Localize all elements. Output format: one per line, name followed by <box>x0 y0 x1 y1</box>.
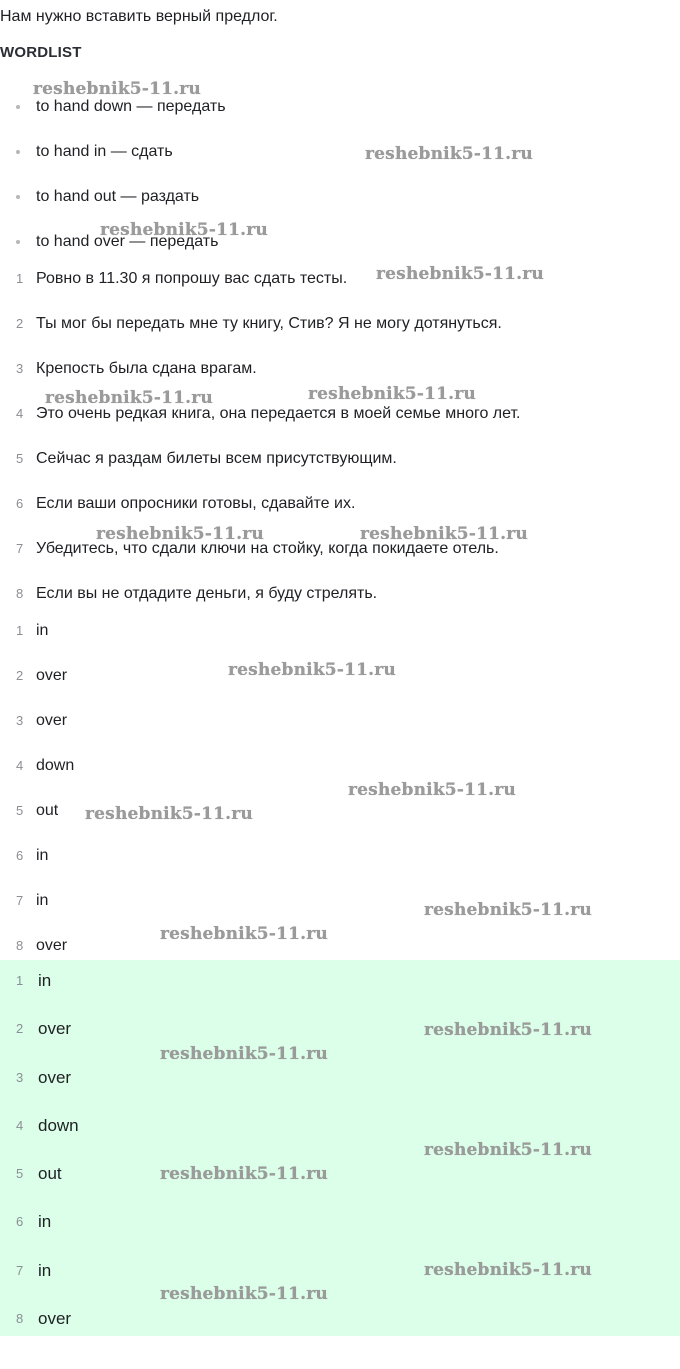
bullet-icon <box>16 150 20 154</box>
wordlist-title: WORDLIST <box>0 44 82 61</box>
watermark: reshebnik5-11.ru <box>100 220 268 240</box>
highlighted-answer-item: 6 in <box>16 1212 52 1232</box>
sentence-list <box>0 268 680 628</box>
highlighted-answers-box <box>0 960 680 1336</box>
watermark: reshebnik5-11.ru <box>365 144 533 164</box>
watermark: reshebnik5-11.ru <box>96 524 264 544</box>
bullet-icon <box>16 105 20 109</box>
highlighted-answer-item: 7 in <box>16 1260 52 1280</box>
highlighted-answer-item: 8 over <box>16 1309 72 1329</box>
watermark: reshebnik5-11.ru <box>360 524 528 544</box>
watermark: reshebnik5-11.ru <box>160 924 328 944</box>
wordlist <box>0 97 680 277</box>
bullet-icon <box>16 195 20 199</box>
bullet-icon <box>16 240 20 244</box>
answer-item: 5 out <box>16 802 59 819</box>
answer-item: 3 over <box>16 712 68 729</box>
answer-item: 8 over <box>16 937 68 954</box>
watermark: reshebnik5-11.ru <box>376 264 544 284</box>
wordlist-item: to hand out — раздать <box>0 187 680 232</box>
wordlist-item: to hand in — сдать <box>0 142 680 187</box>
watermark: reshebnik5-11.ru <box>228 660 396 680</box>
sentence-item: 7 Убедитесь, что сдали ключи на стойку, когда покидаете отель. <box>16 540 499 557</box>
watermark: reshebnik5-11.ru <box>160 1284 328 1304</box>
sentence-item: 3 Крепость была сдана врагам. <box>16 360 257 377</box>
watermark: reshebnik5-11.ru <box>424 1020 592 1040</box>
answer-item: 2 over <box>16 667 68 684</box>
answer-item: 4 down <box>16 757 75 774</box>
answer-item: 1 in <box>16 622 49 639</box>
watermark: reshebnik5-11.ru <box>33 79 201 99</box>
watermark: reshebnik5-11.ru <box>85 804 253 824</box>
highlighted-answer-list <box>0 970 680 1356</box>
sentence-item: 2 Ты мог бы передать мне ту книгу, Стив? Я не могу дотянуться. <box>16 315 502 332</box>
sentence-item: 6 Если ваши опросники готовы, сдавайте их. <box>16 495 356 512</box>
watermark: reshebnik5-11.ru <box>160 1044 328 1064</box>
watermark: reshebnik5-11.ru <box>160 1164 328 1184</box>
highlighted-answer-item: 1 in <box>16 971 52 990</box>
answer-item: 6 in <box>16 847 49 864</box>
highlighted-answer-item: 5 out <box>16 1164 62 1184</box>
wordlist-item: to hand down — передать <box>0 97 680 142</box>
watermark: reshebnik5-11.ru <box>424 900 592 920</box>
highlighted-answer-item: 4 down <box>16 1115 79 1135</box>
watermark: reshebnik5-11.ru <box>45 388 213 408</box>
watermark: reshebnik5-11.ru <box>424 1140 592 1160</box>
intro-text: Нам нужно вставить верный предлог. <box>0 8 278 25</box>
wordlist-item: to hand over — передать <box>0 232 680 277</box>
sentence-item: 8 Если вы не отдадите деньги, я буду стрелять. <box>16 585 378 602</box>
highlighted-answer-item: 3 over <box>16 1067 72 1087</box>
watermark: reshebnik5-11.ru <box>308 384 476 404</box>
sentence-item: 5 Сейчас я раздам билеты всем присутствующим. <box>16 450 397 467</box>
watermark: reshebnik5-11.ru <box>424 1260 592 1280</box>
sentence-item: 4 Это очень редкая книга, она передается в моей семье много лет. <box>16 405 521 422</box>
answer-list <box>0 620 680 980</box>
answer-item: 7 in <box>16 892 49 909</box>
sentence-item: 1 Ровно в 11.30 я попрошу вас сдать тесты. <box>16 270 348 287</box>
highlighted-answer-item: 2 over <box>16 1019 72 1039</box>
watermark: reshebnik5-11.ru <box>348 780 516 800</box>
